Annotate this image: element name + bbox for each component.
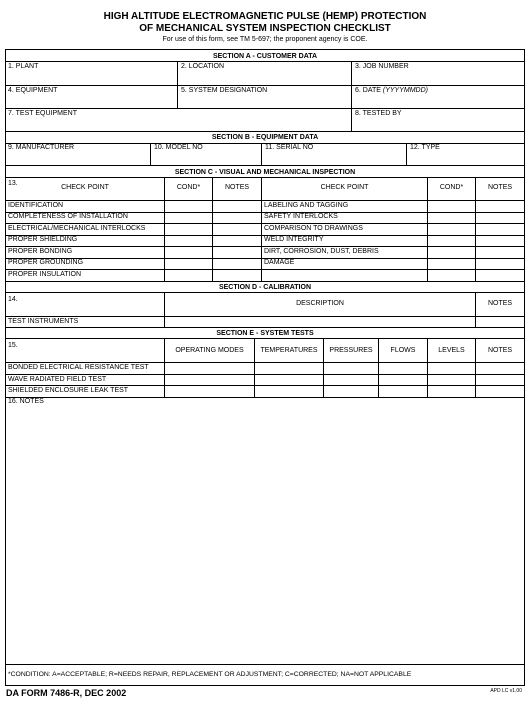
- col-notes: NOTES: [487, 347, 513, 354]
- col-operating-modes: OPERATING MODES: [175, 347, 244, 354]
- col-flows: FLOWS: [390, 347, 416, 354]
- tested-by-label: 8. TESTED BY: [355, 110, 402, 117]
- cond-header-right: COND*: [439, 184, 464, 191]
- notes-label: 16. NOTES: [8, 398, 44, 405]
- test-instruments-label: TEST INSTRUMENTS: [8, 318, 79, 325]
- section-b-title: SECTION B - EQUIPMENT DATA: [211, 134, 319, 141]
- check-item-right: SAFETY INTERLOCKS: [264, 213, 338, 220]
- system-tests-grid[interactable]: [165, 363, 524, 396]
- job-number-field[interactable]: [352, 61, 524, 85]
- serial-no-field[interactable]: [262, 144, 405, 164]
- check-item-left: PROPER SHIELDING: [8, 236, 78, 243]
- form-identifier: DA FORM 7486-R, DEC 2002: [6, 688, 127, 698]
- version-label: APD LC v1.00: [490, 688, 522, 694]
- system-test-row: WAVE RADIATED FIELD TEST: [8, 376, 107, 383]
- check-item-right: COMPARISON TO DRAWINGS: [264, 225, 363, 232]
- check-item-left: PROPER GROUNDING: [8, 259, 84, 266]
- system-test-row: BONDED ELECTRICAL RESISTANCE TEST: [8, 364, 149, 371]
- check-item-left: PROPER BONDING: [8, 248, 73, 255]
- section-e-title: SECTION E - SYSTEM TESTS: [216, 330, 314, 337]
- plant-field[interactable]: [6, 61, 176, 85]
- cond-column-right[interactable]: [428, 201, 475, 281]
- job-number-label: 3. JOB NUMBER: [355, 63, 409, 70]
- model-no-field[interactable]: [151, 144, 260, 164]
- notes-header-right: NOTES: [487, 184, 513, 191]
- check-point-header-right: CHECK POINT: [320, 184, 369, 191]
- description-field[interactable]: [165, 317, 475, 327]
- manufacturer-field[interactable]: [6, 144, 149, 164]
- system-designation-label: 5. SYSTEM DESIGNATION: [181, 87, 268, 94]
- test-equipment-label: 7. TEST EQUIPMENT: [8, 110, 77, 117]
- plant-label: 1. PLANT: [8, 63, 39, 70]
- system-designation-field[interactable]: [178, 86, 350, 108]
- tested-by-field[interactable]: [352, 109, 524, 131]
- check-item-left: IDENTIFICATION: [8, 202, 64, 209]
- section-d-title: SECTION D - CALIBRATION: [218, 284, 312, 291]
- type-label: 12. TYPE: [410, 144, 440, 151]
- notes-textarea[interactable]: [6, 407, 524, 663]
- check-item-left: PROPER INSULATION: [8, 271, 81, 278]
- check-item-left: COMPLETENESS OF INSTALLATION: [8, 213, 128, 220]
- location-field[interactable]: [178, 61, 350, 85]
- cond-column-left[interactable]: [165, 201, 212, 281]
- check-item-left: ELECTRICAL/MECHANICAL INTERLOCKS: [8, 225, 146, 232]
- check-item-right: WELD INTEGRITY: [264, 236, 324, 243]
- equipment-field[interactable]: [6, 86, 176, 108]
- notes-column-right[interactable]: [476, 201, 524, 281]
- location-label: 2. LOCATION: [181, 63, 225, 70]
- equipment-label: 4. EQUIPMENT: [8, 87, 58, 94]
- check-item-right: DAMAGE: [264, 259, 295, 266]
- col-levels: LEVELS: [438, 347, 465, 354]
- form-title-line2: OF MECHANICAL SYSTEM INSPECTION CHECKLIST: [139, 23, 391, 34]
- check-item-right: LABELING AND TAGGING: [264, 202, 349, 209]
- notes-header-d: NOTES: [487, 300, 513, 307]
- col-pressures: PRESSURES: [329, 347, 373, 354]
- notes-column-left[interactable]: [213, 201, 261, 281]
- notes-header-left: NOTES: [224, 184, 250, 191]
- col-temperatures: TEMPERATURES: [260, 347, 318, 354]
- section-c-title: SECTION C - VISUAL AND MECHANICAL INSPECTION: [174, 169, 356, 176]
- test-equipment-field[interactable]: [6, 109, 350, 131]
- type-field[interactable]: [407, 144, 524, 164]
- manufacturer-label: 9. MANUFACTURER: [8, 144, 75, 151]
- form-title-line1: HIGH ALTITUDE ELECTROMAGNETIC PULSE (HEMP) PROTECTION: [103, 11, 427, 22]
- item-15-number: 15.: [8, 342, 18, 349]
- condition-footnote: *CONDITION: A=ACCEPTABLE; R=NEEDS REPAIR, REPLACEMENT OR ADJUSTMENT; C=CORRECTED; NA=NOT APPLICABLE: [8, 671, 412, 678]
- system-test-row: SHIELDED ENCLOSURE LEAK TEST: [8, 387, 129, 394]
- section-a-title: SECTION A - CUSTOMER DATA: [212, 53, 318, 60]
- check-point-header-left: CHECK POINT: [61, 184, 109, 191]
- serial-no-label: 11. SERIAL NO: [265, 144, 314, 151]
- cond-header-left: COND*: [176, 184, 201, 191]
- description-header: DESCRIPTION: [296, 300, 344, 307]
- item-13-number: 13.: [8, 180, 18, 187]
- item-14-number: 14.: [8, 296, 18, 303]
- date-field[interactable]: [352, 86, 524, 108]
- calibration-notes-field[interactable]: [476, 317, 524, 327]
- form-subtitle: For use of this form, see TM 5-697; the proponent agency is COE.: [162, 36, 368, 43]
- date-label: 6. DATE (YYYYMMDD): [355, 87, 429, 94]
- check-item-right: DIRT, CORROSION, DUST, DEBRIS: [264, 248, 379, 255]
- model-no-label: 10. MODEL NO: [154, 144, 203, 151]
